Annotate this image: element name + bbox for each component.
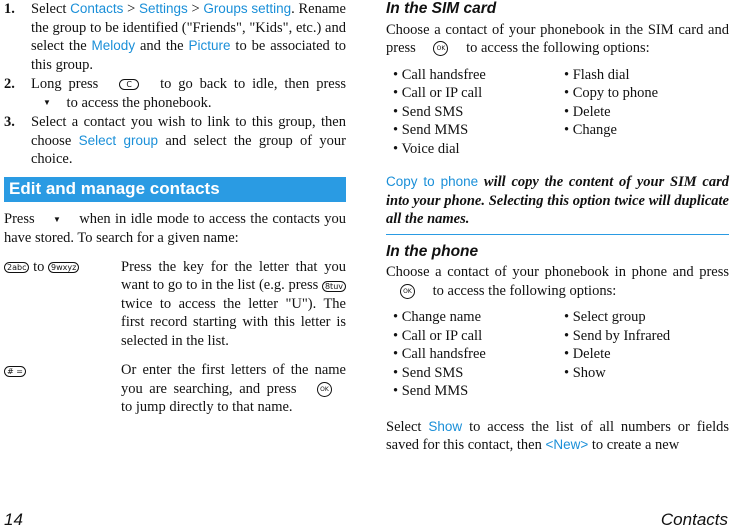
keyrow-letter-search: 2abc to 9wxyz Press the key for the letter that you want to go to in the list (e.g. press 8tuv twice to access the letter "U"). The first record starting with this letter is selected in the list. <box>4 258 346 351</box>
down-arrow-key-icon: ▼ <box>52 214 61 224</box>
step-number: 2. <box>4 76 15 92</box>
list-item: • Call handsfree <box>393 345 557 364</box>
menu-copy-to-phone: Copy to phone <box>386 174 479 189</box>
menu-contacts: Contacts <box>70 1 124 16</box>
list-item: • Send by Infrared <box>564 327 728 346</box>
heading-sim-card: In the SIM card <box>386 0 497 17</box>
list-item: • Copy to phone <box>564 84 728 103</box>
menu-settings: Settings <box>138 1 188 16</box>
section-heading-edit-contacts: Edit and manage contacts <box>4 177 346 203</box>
edit-intro: Press ▼ when in idle mode to access the contacts you have stored. To search for a given name: <box>4 211 346 247</box>
ok-key-icon: OK <box>400 284 415 299</box>
keyrow-name-search: # = Or enter the first letters of the name you are searching, and press OK to jump directly to that name. <box>4 361 346 417</box>
step-number: 1. <box>4 1 15 17</box>
list-item: • Select group <box>564 308 728 327</box>
menu-groups-setting: Groups setting <box>203 1 292 16</box>
list-item: • Flash dial <box>564 66 728 85</box>
key-8-icon: 8tuv <box>322 281 346 292</box>
menu-new: <New> <box>545 437 589 452</box>
ok-key-icon: OK <box>317 382 332 397</box>
left-column <box>4 0 346 417</box>
sim-options-right <box>557 66 728 159</box>
key-9-icon: 9wxyz <box>48 262 79 273</box>
list-item: • Send MMS <box>393 121 557 140</box>
sim-options-left <box>386 66 557 159</box>
phone-options-left <box>386 308 557 401</box>
list-item: • Delete <box>564 103 728 122</box>
list-item: • Change <box>564 121 728 140</box>
sim-intro: Choose a contact of your phonebook in the SIM card and press OK to access the following options: <box>386 21 729 56</box>
steps-list <box>4 0 346 169</box>
menu-melody: Melody <box>91 38 136 53</box>
sim-options <box>386 66 729 159</box>
phone-options <box>386 308 729 401</box>
step-1: 1. Select Contacts > Settings > Groups setting. Rename the group to be identified ("Friends", "Kids", etc.) and select the Melody and the Picture to be associated to this group. <box>4 1 346 73</box>
step-number: 3. <box>4 114 15 131</box>
phone-intro: Choose a contact of your phonebook in phone and press OK to access the following options: <box>386 264 729 299</box>
list-item: • Send MMS <box>393 382 557 401</box>
menu-show: Show <box>428 418 463 434</box>
list-item: • Call or IP call <box>393 327 557 346</box>
list-item: • Delete <box>564 345 728 364</box>
list-item: • Change name <box>393 308 557 327</box>
menu-select-group: Select group <box>78 132 159 148</box>
step-2: 2. Long press C to go back to idle, then press ▼ to access the phonebook. <box>4 76 346 111</box>
down-arrow-key-icon: ▼ <box>43 97 51 107</box>
clear-key-icon: C <box>119 79 139 90</box>
list-item: • Send SMS <box>393 103 557 122</box>
list-item: • Voice dial <box>393 140 557 159</box>
list-item: • Call or IP call <box>393 84 557 103</box>
chapter-title: Contacts <box>660 510 728 529</box>
copy-note: Copy to phone will copy the content of your SIM card into your phone. Selecting this option twice will duplicate all the names. <box>386 174 729 227</box>
step-3: 3. Select a contact you wish to link to this group, then choose Select group and select the group of your choice. <box>4 114 346 168</box>
page-number: 14 <box>4 510 23 529</box>
right-column <box>386 0 729 455</box>
divider <box>386 234 729 235</box>
phone-options-right <box>557 308 728 401</box>
ok-key-icon: OK <box>433 41 448 56</box>
menu-picture: Picture <box>188 38 231 53</box>
hash-key-icon: # = <box>4 366 26 377</box>
list-item: • Show <box>564 364 728 383</box>
list-item: • Call handsfree <box>393 66 557 85</box>
heading-in-phone: In the phone <box>386 242 479 260</box>
list-item: • Send SMS <box>393 364 557 383</box>
key-2-icon: 2abc <box>4 262 29 273</box>
show-instructions: Select Show to access the list of all numbers or fields saved for this contact, then <New> to create a new <box>386 418 729 453</box>
